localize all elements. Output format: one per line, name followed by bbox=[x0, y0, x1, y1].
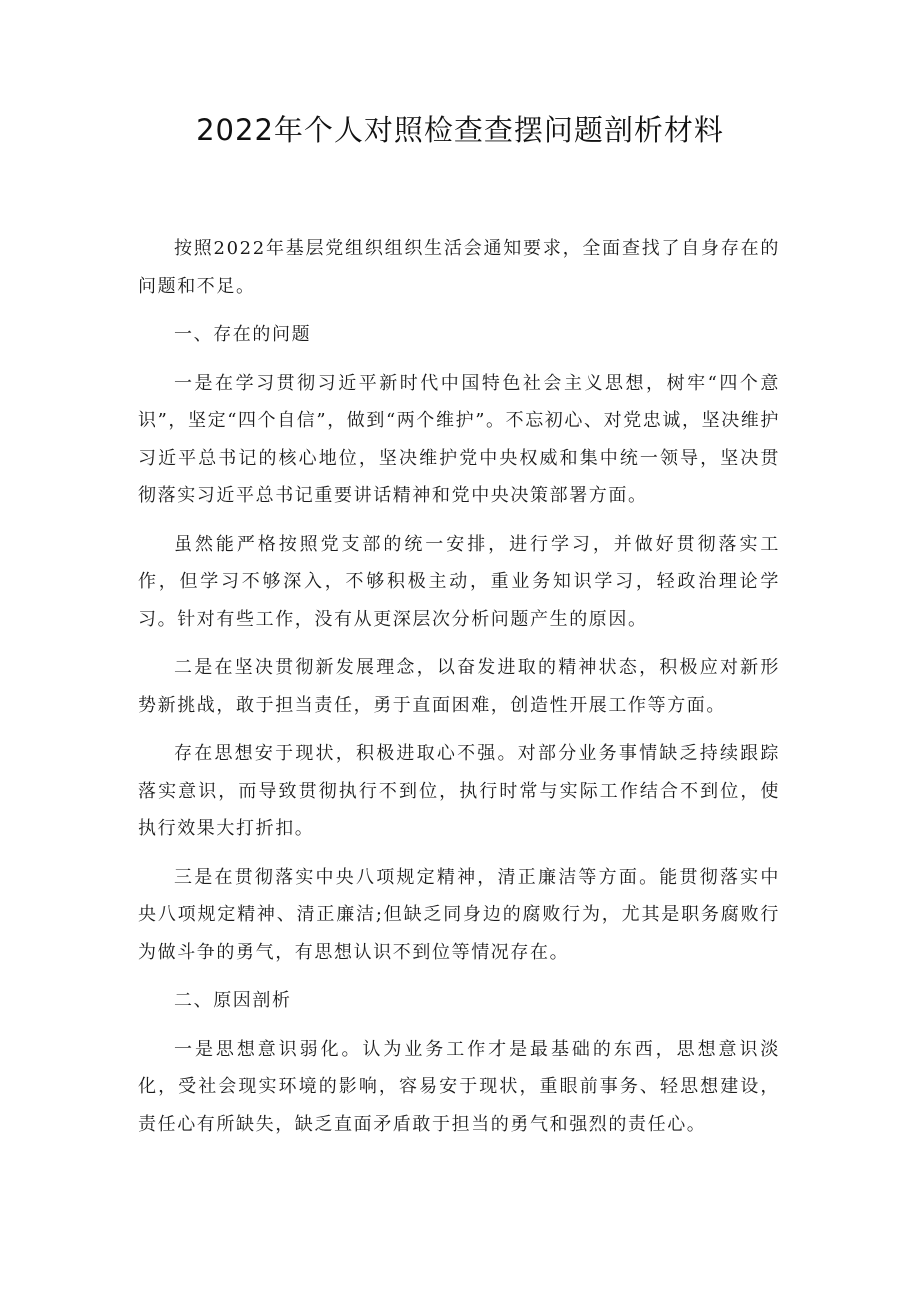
section-heading-cause-analysis: 二、原因剖析 bbox=[174, 990, 292, 1011]
section-heading-existing-problems: 一、存在的问题 bbox=[174, 324, 312, 345]
cause-one-paragraph: 一是思想意识弱化。认为业务工作才是最基础的东西，思想意识淡化，受社会现实环境的影响，容易安于现状，重眼前事务、轻思想建设，责任心有所缺失，缺乏直面矛盾敢于担当的勇气和强烈的责任心。 bbox=[138, 1038, 780, 1135]
problem-two-paragraph: 二是在坚决贯彻新发展理念，以奋发进取的精神状态，积极应对新形势新挑战，敢于担当责任，勇于直面困难，创造性开展工作等方面。 bbox=[138, 657, 780, 716]
problem-two-detail-paragraph: 存在思想安于现状，积极进取心不强。对部分业务事情缺乏持续跟踪落实意识，而导致贯彻执行不到位，执行时常与实际工作结合不到位，使执行效果大打折扣。 bbox=[138, 743, 780, 839]
document-title: 2022年个人对照检查查摆问题剖析材料 bbox=[196, 113, 724, 147]
problem-one-paragraph: 一是在学习贯彻习近平新时代中国特色社会主义思想，树牢“四个意识”，坚定“四个自信”，做到“两个维护”。不忘初心、对党忠诚，坚决维护习近平总书记的核心地位，坚决维护党中央权威和集中统一领导，坚决贯彻落实习近平总书记重要讲话精神和党中央决策部署方面。 bbox=[138, 372, 781, 506]
problem-three-paragraph: 三是在贯彻落实中央八项规定精神，清正廉洁等方面。能贯彻落实中央八项规定精神、清正廉洁;但缺乏同身边的腐败行为，尤其是职务腐败行为做斗争的勇气，有思想认识不到位等情况存在。 bbox=[138, 866, 780, 963]
document-body bbox=[138, 230, 780, 1154]
problem-one-detail-paragraph: 虽然能严格按照党支部的统一安排，进行学习，并做好贯彻落实工作，但学习不够深入，不够积极主动，重业务知识学习，轻政治理论学习。针对有些工作，没有从更深层次分析问题产生的原因。 bbox=[138, 533, 780, 630]
intro-paragraph: 按照2022年基层党组织组织生活会通知要求，全面查找了自身存在的问题和不足。 bbox=[138, 238, 780, 297]
